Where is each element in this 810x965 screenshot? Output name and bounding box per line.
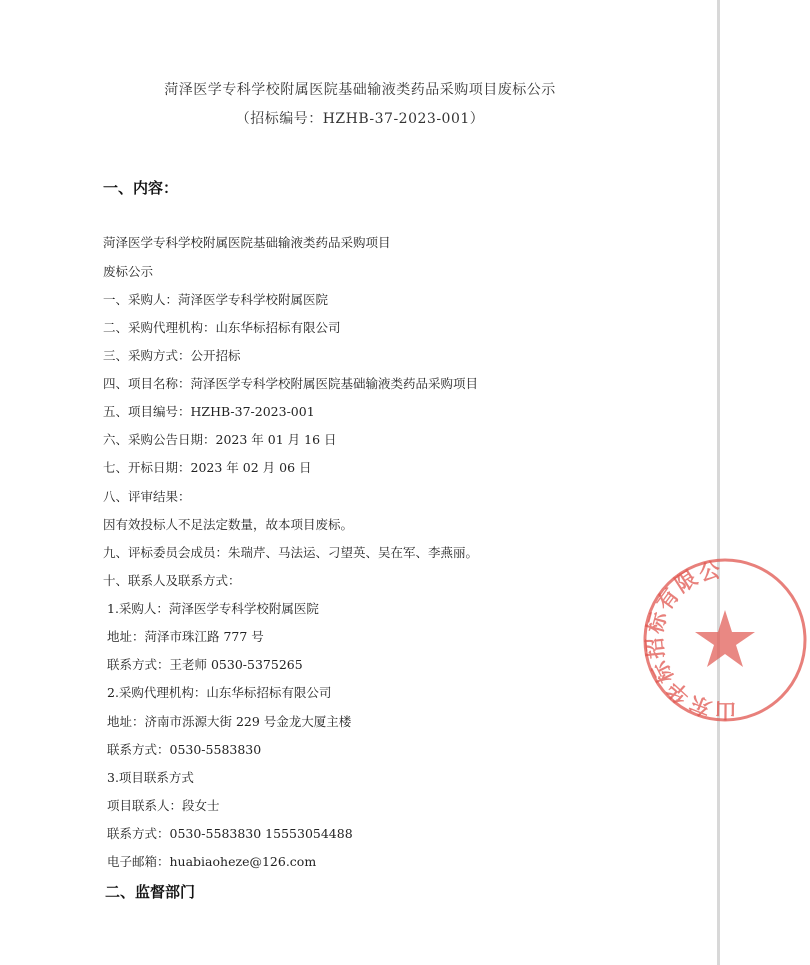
announcement-type-line: 废标公示 [103,264,154,279]
project-contact-person-line: 项目联系人：段女士 [107,798,220,813]
email-line: 电子邮箱：huabiaoheze@126.com [107,854,317,869]
seal-star-icon [695,610,755,667]
project-contact-phone-line: 联系方式：0530-5583830 15553054488 [107,826,353,841]
purchaser-contact-line: 1.采购人：菏泽医学专科学校附属医院 [107,601,319,616]
svg-text:山东华标招标有限公司 [640,557,751,725]
agency-address-line: 地址：济南市泺源大街 229 号金龙大厦主楼 [107,714,352,729]
purchaser-line: 一、采购人：菏泽医学专科学校附属医院 [103,292,329,307]
contacts-heading: 十、联系人及联系方式： [103,573,241,588]
seal-text: 山东华标招标有限公司 [642,557,737,723]
announcement-date-line: 六、采购公告日期：2023 年 01 月 16 日 [103,432,337,447]
review-result-text: 因有效投标人不足法定数量，故本项目废标。 [103,517,354,532]
company-seal-stamp [640,555,810,725]
section-one-heading: 一、内容： [103,179,179,197]
procurement-method-line: 三、采购方式：公开招标 [103,348,241,363]
bid-opening-date-line: 七、开标日期：2023 年 02 月 06 日 [103,460,312,475]
project-number-line: 五、项目编号：HZHB-37-2023-001 [103,404,315,419]
page-edge-shadow [717,0,720,965]
document-title: 菏泽医学专科学校附属医院基础输液类药品采购项目废标公示 [164,82,556,98]
review-result-label: 八、评审结果： [103,489,191,504]
document-subtitle: （招标编号：HZHB-37-2023-001） [235,111,485,127]
project-title-line: 四、项目名称：菏泽医学专科学校附属医院基础输液类药品采购项目 [103,376,479,391]
agency-phone-line: 联系方式：0530-5583830 [107,742,262,757]
agency-line: 二、采购代理机构：山东华标招标有限公司 [103,320,341,335]
committee-members-line: 九、评标委员会成员：朱瑞芹、马法运、刁望英、吴在军、李燕丽。 [103,545,479,560]
section-two-heading: 二、监督部门 [105,883,196,901]
agency-contact-line: 2.采购代理机构：山东华标招标有限公司 [107,685,332,700]
project-contact-heading: 3.项目联系方式 [107,770,194,785]
purchaser-address-line: 地址：菏泽市珠江路 777 号 [107,629,264,644]
purchaser-phone-line: 联系方式：王老师 0530-5375265 [107,657,303,672]
project-name-line: 菏泽医学专科学校附属医院基础输液类药品采购项目 [103,235,391,250]
